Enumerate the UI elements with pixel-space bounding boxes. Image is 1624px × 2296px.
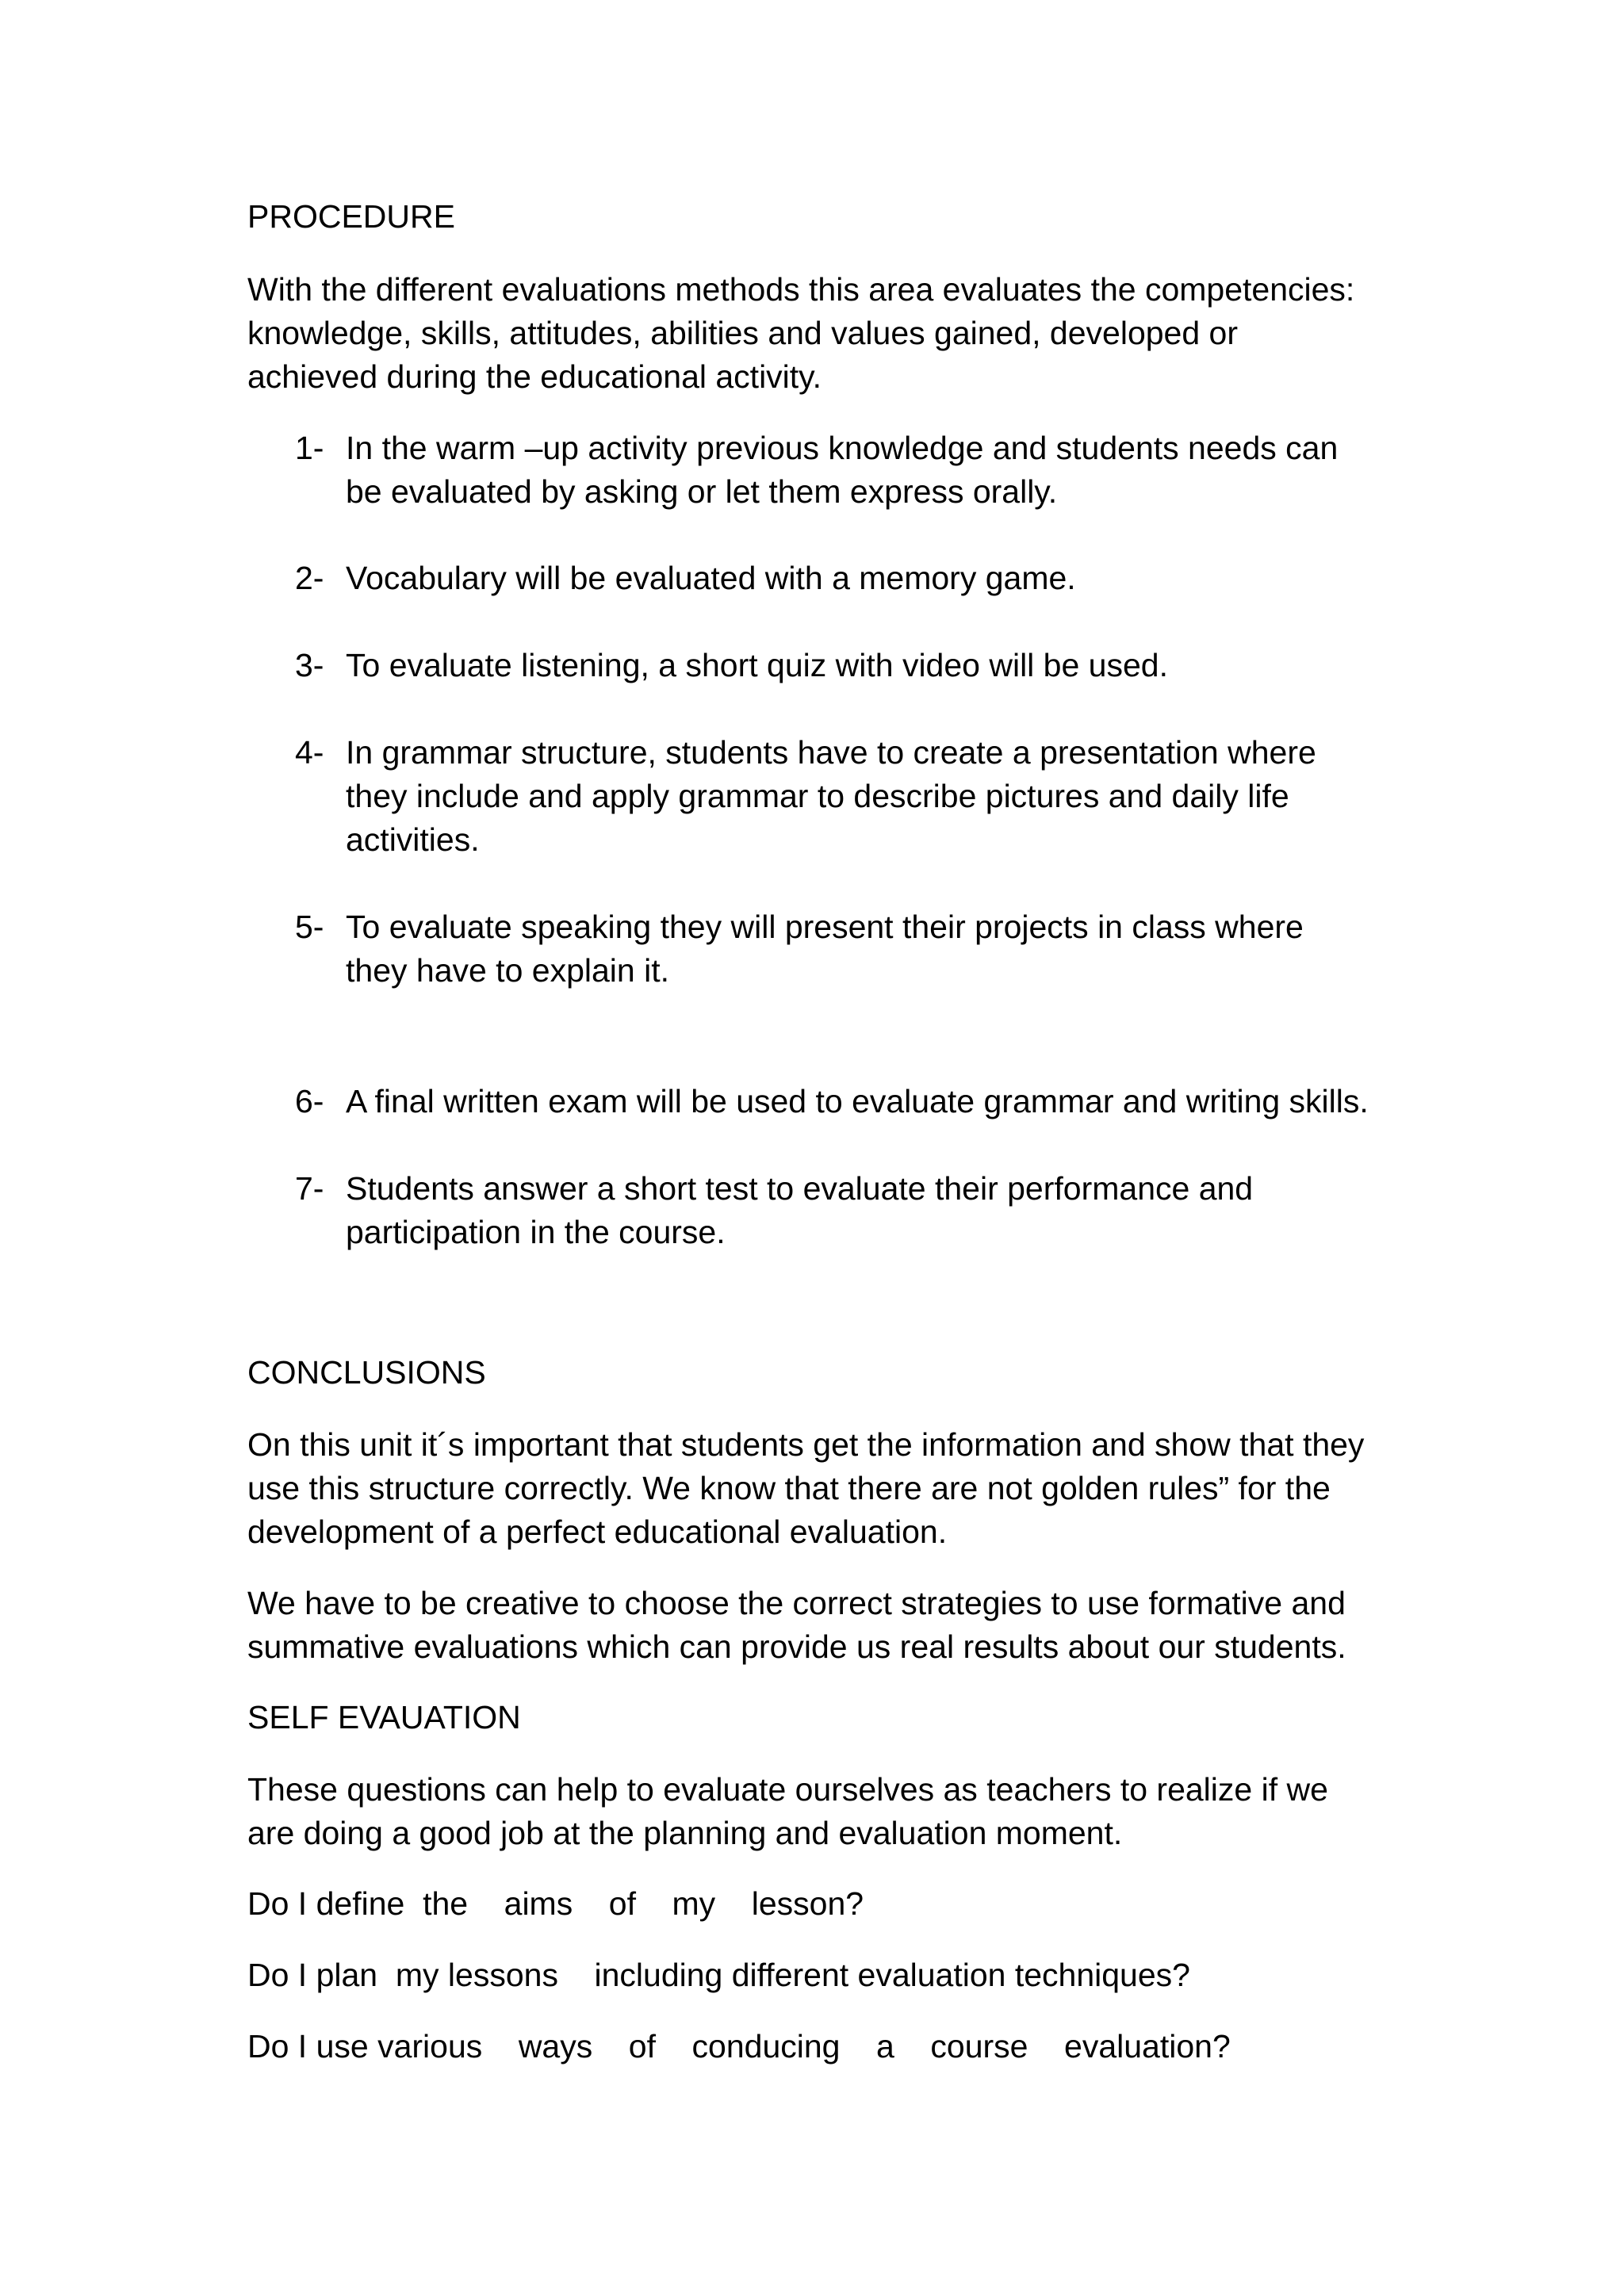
list-item-number: 1- [295,430,324,466]
self-evaluation-question: Do I define the aims of my lesson? [247,1885,864,1922]
list-item-text: Students answer a short test to evaluate their performance and participation in the course. [346,1170,1254,1250]
list-item-number: 2- [295,560,324,596]
self-evaluation-question: Do I plan my lessons including different evaluation techniques? [247,1957,1190,1993]
list-item-number: 6- [295,1083,324,1119]
self-evaluation-question: Do I use various ways of conducing a course evaluation? [247,2028,1231,2064]
self-evaluation-heading: SELF EVAUATION [247,1699,521,1735]
self-evaluation-intro: These questions can help to evaluate ourselves as teachers to realize if we are doing a good job at the planning and evaluation moment. [247,1771,1328,1851]
list-item-number: 5- [295,909,324,945]
list-item-number: 4- [295,734,324,771]
list-item-text: To evaluate speaking they will present their projects in class where they have to explain it. [346,909,1304,989]
list-item-text: To evaluate listening, a short quiz with video will be used. [346,647,1168,683]
list-item-text: In grammar structure, students have to create a presentation where they include and apply grammar to describe pictures and daily life activities. [346,734,1316,858]
conclusions-paragraph-2: We have to be creative to choose the correct strategies to use formative and summative evaluations which can provide us real results about our students. [247,1585,1346,1665]
conclusions-paragraph-1: On this unit it´s important that students get the information and show that they use this structure correctly. We know that there are not golden rules” for the development of a perfect educational evaluation. [247,1426,1365,1550]
conclusions-heading: CONCLUSIONS [247,1354,486,1391]
procedure-heading: PROCEDURE [247,198,455,235]
procedure-intro: With the different evaluations methods this area evaluates the competencies: knowledge, skills, attitudes, abilities and values gained, developed or achieved during the educational activity. [247,271,1355,395]
list-item-text: A final written exam will be used to evaluate grammar and writing skills. [346,1083,1369,1119]
list-item-number: 7- [295,1170,324,1207]
list-item-text: In the warm –up activity previous knowledge and students needs can be evaluated by asking or let them express orally. [346,430,1339,510]
list-item-number: 3- [295,647,324,683]
list-item-text: Vocabulary will be evaluated with a memory game. [346,560,1076,596]
